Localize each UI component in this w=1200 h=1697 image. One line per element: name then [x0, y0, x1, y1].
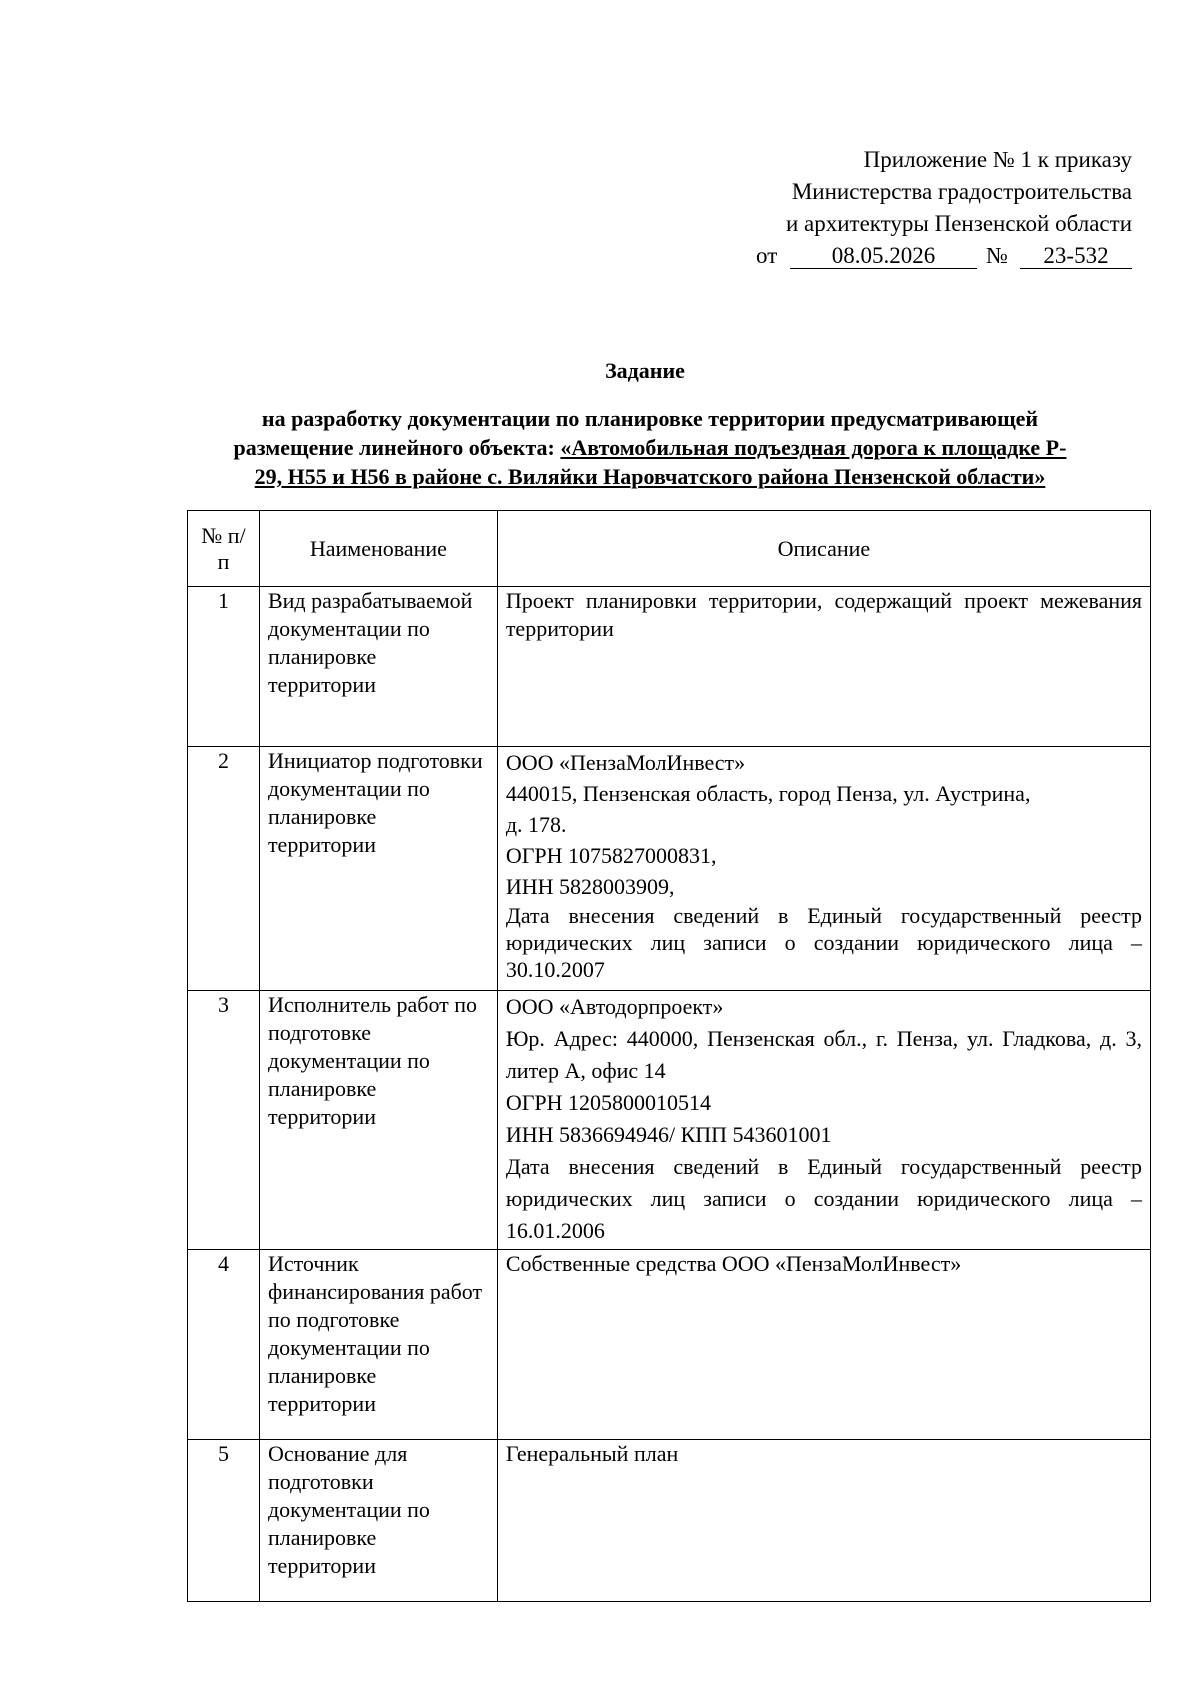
table-row: [188, 587, 1151, 747]
subtitle-prefix: размещение линейного объекта:: [233, 435, 561, 460]
row-description: [497, 587, 1150, 747]
description-line: ООО «ПензаМолИнвест»: [505, 750, 746, 775]
appendix-line-2: Министерства градостроительства: [791, 179, 1132, 204]
row-description: [497, 747, 1150, 991]
description-line: ИНН 5836694946/ КПП 543601001: [505, 1122, 832, 1147]
description-line: 440015, Пензенская область, город Пенза, ул. Аустрина,: [505, 781, 1031, 806]
row-description: [497, 1250, 1150, 1440]
description-line: ИНН 5828003909,: [505, 874, 675, 899]
document-title: Задание: [605, 358, 685, 383]
number-label: №: [986, 243, 1008, 268]
table-row: [188, 1250, 1151, 1440]
row-description: [497, 991, 1150, 1250]
description-line: д. 178.: [505, 812, 567, 837]
order-date: 08.05.2026: [790, 240, 977, 269]
description-line: Проект планировки территории, содержащий проект межевания территории: [505, 588, 1142, 641]
object-name-part-2: 29, Н55 и Н56 в районе с. Виляйки Наровчатского района Пензенской области»: [254, 464, 1046, 489]
header-description: Описание: [497, 511, 1150, 587]
description-line: Дата внесения сведений в Единый государственный реестр юридических лиц записи о создании юридического лица – 16.01.2006: [505, 1154, 1142, 1243]
description-line: Собственные средства ООО «ПензаМолИнвест»: [505, 1251, 962, 1276]
description-line: Генеральный план: [505, 1441, 679, 1466]
header-name: Наименование: [259, 511, 497, 587]
description-line: ОГРН 1205800010514: [505, 1090, 712, 1115]
subtitle-line-1: на разработку документации по планировке территории предусматривающей: [261, 406, 1039, 431]
row-number: 3: [188, 991, 260, 1250]
appendix-line-1: Приложение № 1 к приказу: [863, 147, 1132, 172]
row-name: Исполнитель работ по подготовке документации по планировке территории: [259, 991, 497, 1250]
table-row: [188, 991, 1151, 1250]
order-number: 23-532: [1020, 240, 1132, 269]
description-line: ОГРН 1075827000831,: [505, 843, 717, 868]
table-row: [188, 747, 1151, 991]
subtitle-line-2: [175, 433, 1125, 462]
description-line: Дата внесения сведений в Единый государственный реестр юридических лиц записи о создании юридического лица – 30.10.2007: [505, 903, 1142, 982]
row-name: Источник финансирования работ по подготовке документации по планировке территории: [259, 1250, 497, 1440]
task-table: [187, 510, 1151, 1602]
header-number: № п/п: [188, 511, 260, 587]
row-number: 5: [188, 1440, 260, 1602]
from-label: от: [756, 243, 778, 268]
row-number: 2: [188, 747, 260, 991]
table-header-row: [188, 511, 1151, 587]
row-name: Вид разрабатываемой документации по планировке территории: [259, 587, 497, 747]
description-line: ООО «Автодорпроект»: [505, 994, 724, 1019]
row-name: Основание для подготовки документации по планировке территории: [259, 1440, 497, 1602]
document-subtitle: [175, 404, 1125, 491]
row-number: 4: [188, 1250, 260, 1440]
appendix-header: [680, 144, 1132, 272]
order-date-line: [680, 240, 1132, 272]
row-description: [497, 1440, 1150, 1602]
row-name: Инициатор подготовки документации по планировке территории: [259, 747, 497, 991]
table-row: [188, 1440, 1151, 1602]
object-name-part-1: «Автомобильная подъездная дорога к площадке Р-: [560, 435, 1067, 460]
appendix-line-3: и архитектуры Пензенской области: [785, 211, 1132, 236]
row-number: 1: [188, 587, 260, 747]
description-line: Юр. Адрес: 440000, Пензенская обл., г. Пенза, ул. Гладкова, д. 3, литер А, офис 14: [505, 1026, 1142, 1083]
